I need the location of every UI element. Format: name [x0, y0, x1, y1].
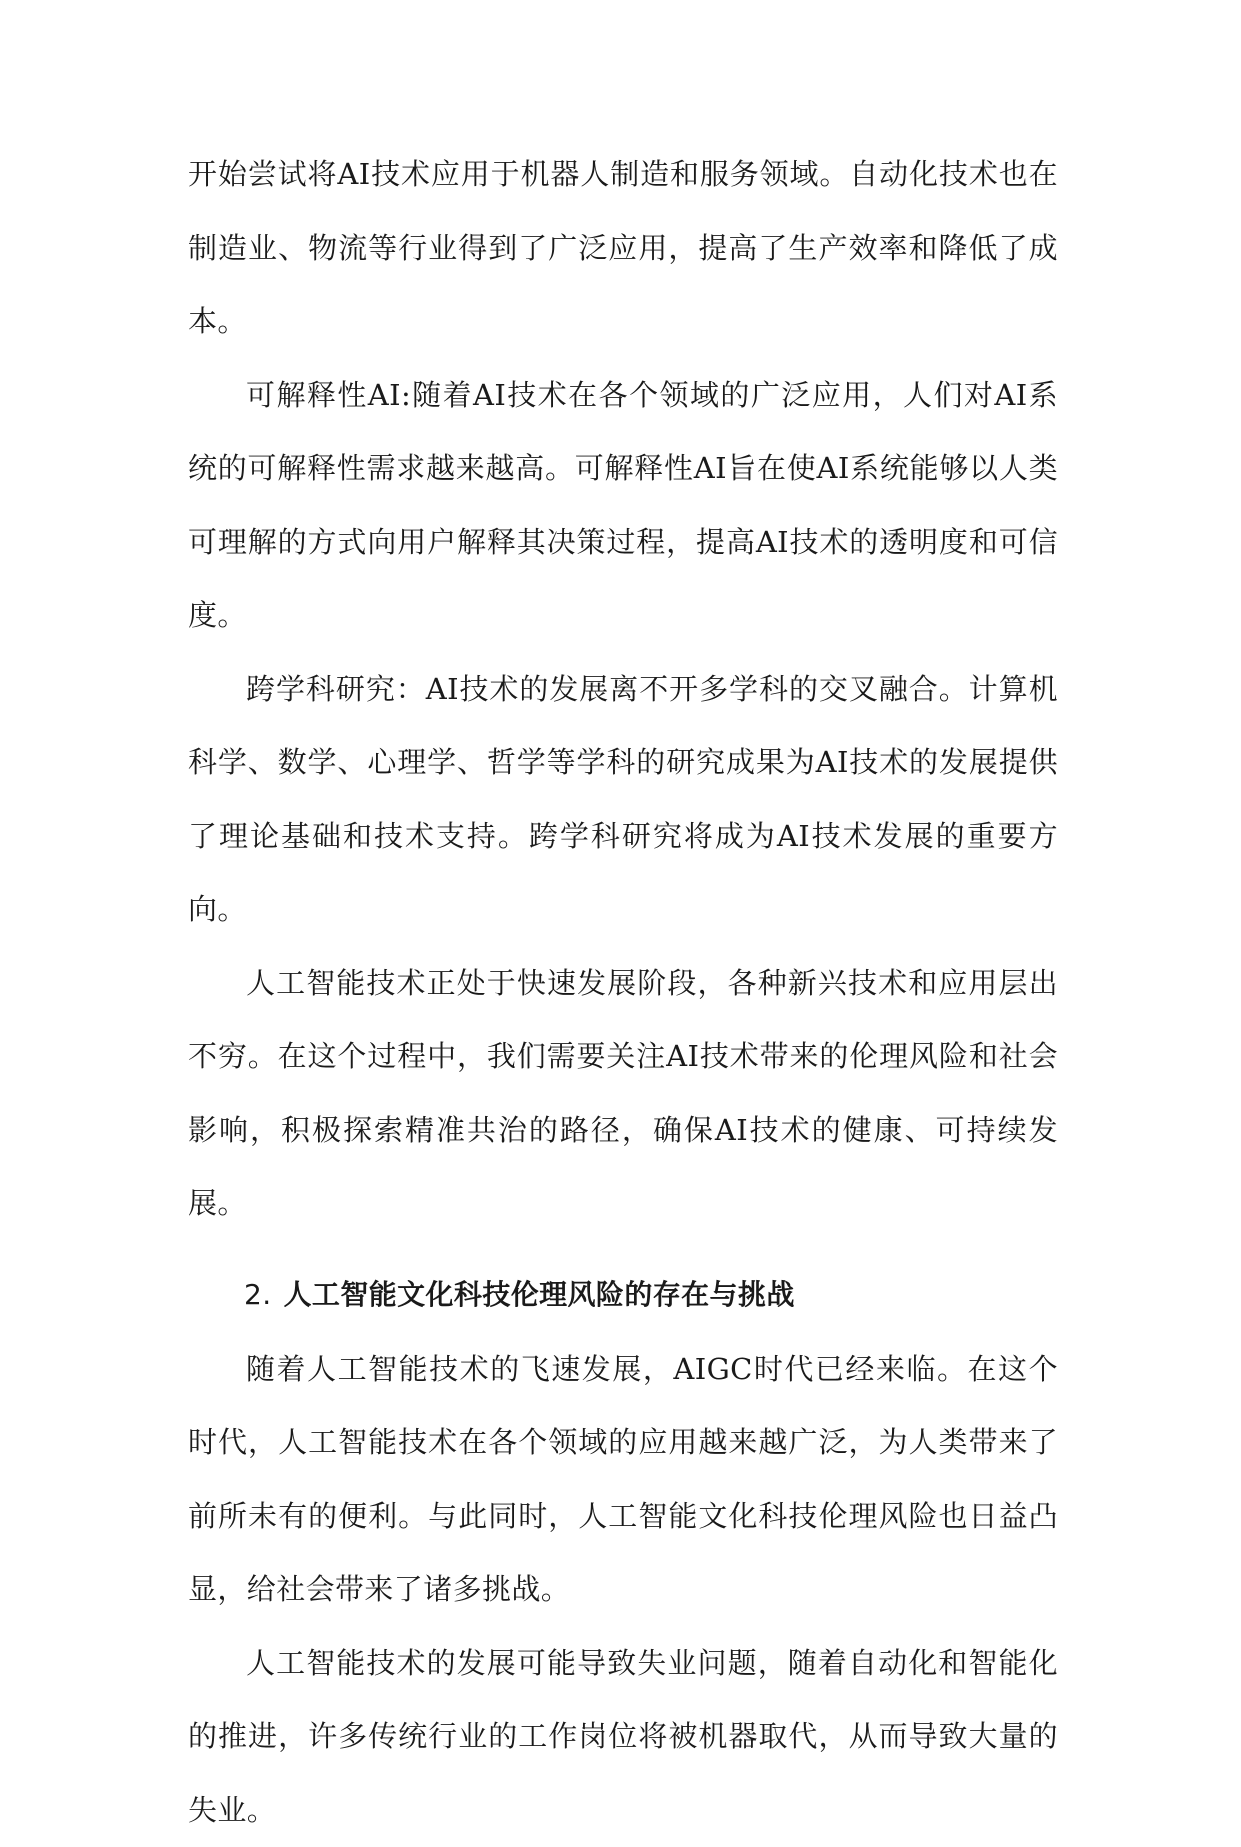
paragraph-aigc-era: 随着人工智能技术的飞速发展，AIGC时代已经来临。在这个时代，人工智能技术在各个领域的应用越来越广泛，为人类带来了前所未有的便利。与此同时，人工智能文化科技伦理风险也日益凸显，给社会带来了诸多挑战。 [188, 1333, 1058, 1627]
section-number: 2. [244, 1278, 272, 1311]
paragraph-interdisciplinary: 跨学科研究：AI技术的发展离不开多学科的交叉融合。计算机科学、数学、心理学、哲学等学科的研究成果为AI技术的发展提供了理论基础和技术支持。跨学科研究将成为AI技术发展的重要方向。 [188, 653, 1058, 947]
paragraph-continuation: 开始尝试将AI技术应用于机器人制造和服务领域。自动化技术也在制造业、物流等行业得到了广泛应用，提高了生产效率和降低了成本。 [188, 138, 1058, 359]
paragraph-unemployment: 人工智能技术的发展可能导致失业问题，随着自动化和智能化的推进，许多传统行业的工作岗位将被机器取代，从而导致大量的失业。 [188, 1627, 1058, 1847]
section-heading [188, 1259, 1058, 1331]
paragraph-summary: 人工智能技术正处于快速发展阶段，各种新兴技术和应用层出不穷。在这个过程中，我们需要关注AI技术带来的伦理风险和社会影响，积极探索精准共治的路径，确保AI技术的健康、可持续发展。 [188, 947, 1058, 1241]
section-title: 人工智能文化科技伦理风险的存在与挑战 [284, 1278, 795, 1311]
page-content [188, 138, 1058, 1847]
paragraph-explainable-ai: 可解释性AI:随着AI技术在各个领域的广泛应用，人们对AI系统的可解释性需求越来越高。可解释性AI旨在使AI系统能够以人类可理解的方式向用户解释其决策过程，提高AI技术的透明度和可信度。 [188, 359, 1058, 653]
